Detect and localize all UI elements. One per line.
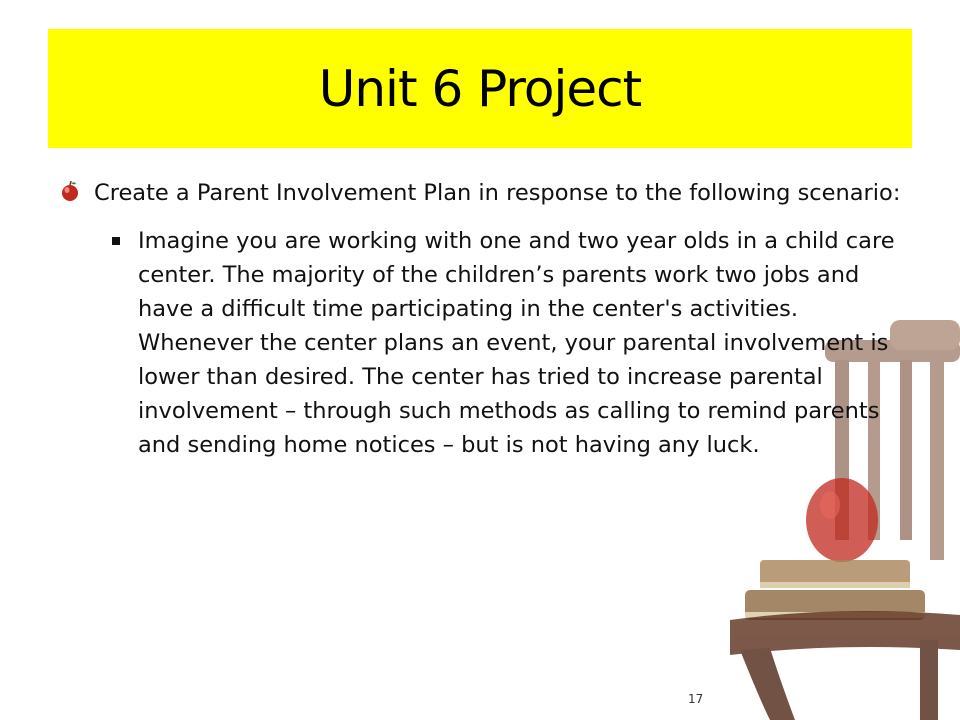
apple-decor-icon xyxy=(806,478,878,562)
slide-body xyxy=(60,176,905,462)
page-number: 17 xyxy=(688,692,704,706)
title-band xyxy=(48,29,912,148)
bullet-sub-text: Imagine you are working with one and two year olds in a child care center. The majority of the children’s parents work two jobs and have a difficult time participating in the center's activities. Whenever the center plans an event, your parental involvement is lower than desired. The center has tried to increase parental involvement – through such methods as calling to remind parents and sending home notices – but is not having any luck. xyxy=(138,228,895,458)
bullet-item-main xyxy=(60,176,905,210)
slide-title: Unit 6 Project xyxy=(318,59,642,118)
bullet-main-text: Create a Parent Involvement Plan in response to the following scenario: xyxy=(94,180,901,206)
bullet-item-scenario xyxy=(60,224,898,462)
square-bullet-icon xyxy=(112,237,120,245)
apple-icon xyxy=(60,180,80,202)
